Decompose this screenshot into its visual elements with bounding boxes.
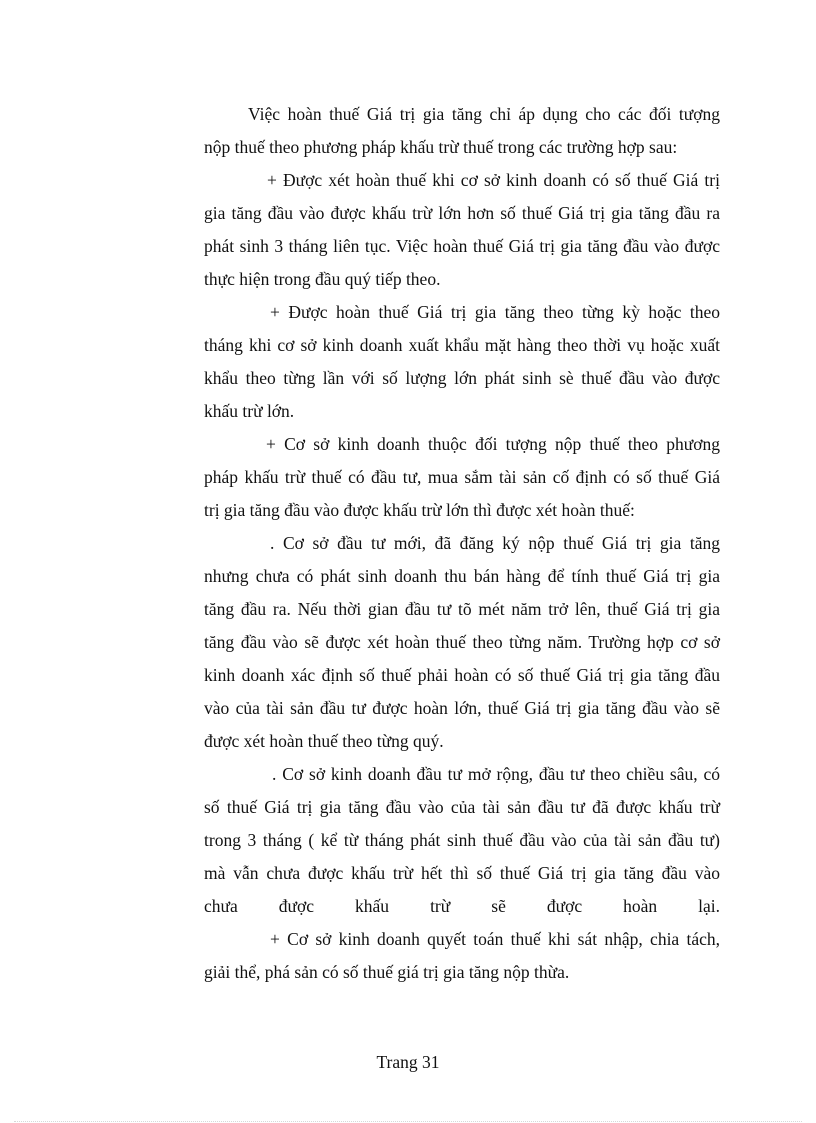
text-line: + Cơ sở kinh doanh thuộc đối tượng nộp thuế theo phương (266, 434, 720, 454)
text-line: . Cơ sở đầu tư mới, đã đăng ký nộp thuế Giá trị gia tăng (270, 533, 720, 553)
text-line: khấu trừ lớn. (204, 401, 295, 421)
text-line: tăng đầu ra. Nếu thời gian đầu tư tõ mét năm trở lên, thuế Giá trị gia (204, 599, 720, 619)
text-line: số thuế Giá trị gia tăng đầu vào của tài sản đầu tư đã được khấu trừ (204, 797, 720, 817)
text-line: kinh doanh xác định số thuế phải hoàn có số thuế Giá trị gia tăng đầu (204, 665, 720, 685)
text-line: + Được hoàn thuế Giá trị gia tăng theo từng kỳ hoặc theo (270, 302, 720, 322)
text-line: tăng đầu vào sẽ được xét hoàn thuế theo từng năm. Trường hợp cơ sở (204, 632, 720, 652)
text-line: phát sinh 3 tháng liên tục. Việc hoàn thuế Giá trị gia tăng đầu vào được (204, 236, 720, 256)
text-line: trong 3 tháng ( kể từ tháng phát sinh thuế đầu vào của tài sản đầu tư) (204, 830, 720, 850)
text-line: mà vẫn chưa được khấu trừ hết thì số thuế Giá trị gia tăng đầu vào (204, 863, 720, 883)
text-line: . Cơ sở kinh doanh đầu tư mở rộng, đầu tư theo chiều sâu, có (272, 764, 720, 784)
text-line: tháng khi cơ sở kinh doanh xuất khẩu mặt hàng theo thời vụ hoặc xuất (204, 335, 720, 355)
text-line: nhưng chưa có phát sinh doanh thu bán hàng để tính thuế Giá trị gia (204, 566, 720, 586)
text-line: pháp khấu trừ thuế có đầu tư, mua sắm tài sản cố định có số thuế Giá (204, 467, 720, 487)
text-line: trị gia tăng đầu vào được khấu trừ lớn thì được xét hoàn thuế: (204, 500, 635, 520)
text-line: gia tăng đầu vào được khấu trừ lớn hơn số thuế Giá trị gia tăng đầu ra (204, 203, 720, 223)
text-line: vào của tài sản đầu tư được hoàn lớn, thuế Giá trị gia tăng đầu vào sẽ (204, 698, 720, 718)
text-line: Việc hoàn thuế Giá trị gia tăng chỉ áp dụng cho các đối tượng (248, 104, 720, 124)
page-number: Trang 31 (376, 1052, 440, 1072)
text-line: được xét hoàn thuế theo từng quý. (204, 731, 444, 751)
page-edge-divider (14, 1121, 802, 1122)
text-line: + Cơ sở kinh doanh quyết toán thuế khi sát nhập, chia tách, (270, 929, 720, 949)
text-line: + Được xét hoàn thuế khi cơ sở kinh doanh có số thuế Giá trị (267, 170, 720, 190)
text-line: khẩu theo từng lần với số lượng lớn phát sinh sè thuế đầu vào được (204, 368, 720, 388)
text-line: nộp thuế theo phương pháp khấu trừ thuế trong các trường hợp sau: (204, 137, 678, 157)
text-line: thực hiện trong đầu quý tiếp theo. (204, 269, 441, 289)
text-line: giải thể, phá sản có số thuế giá trị gia tăng nộp thừa. (204, 962, 570, 982)
text-line: chưa được khấu trừ sẽ được hoàn lại. (204, 896, 720, 916)
